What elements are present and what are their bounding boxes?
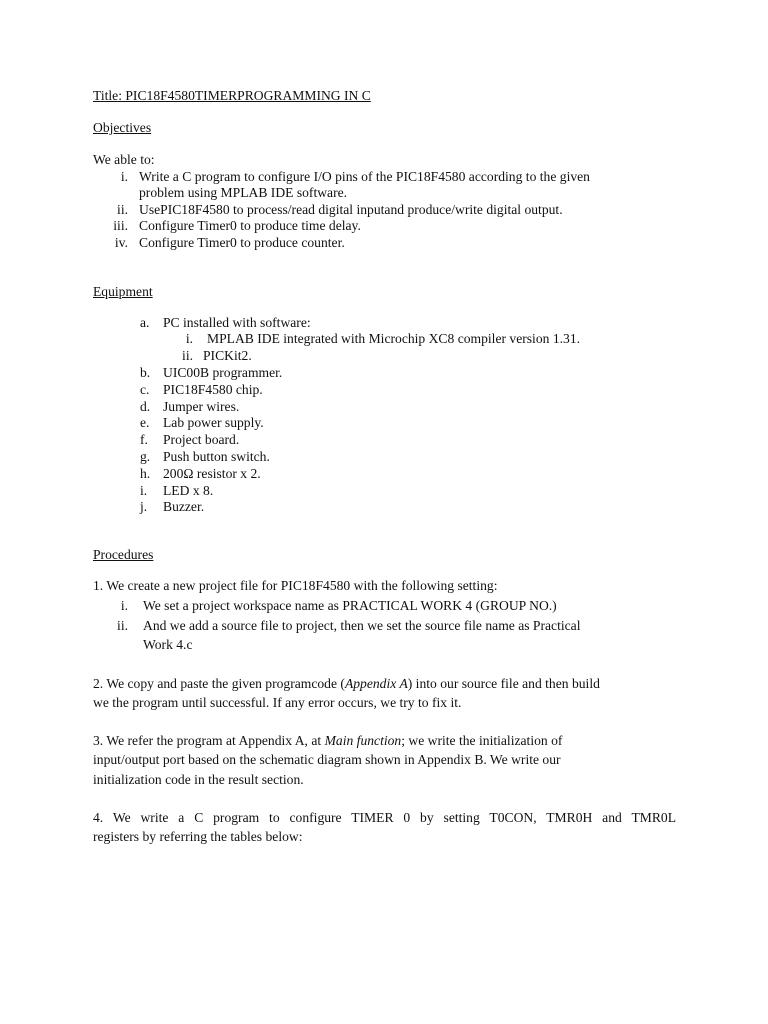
procedure-step-3	[93, 733, 562, 749]
equipment-item-text: Jumper wires.	[163, 399, 240, 414]
procedure-sub-number: i.	[120, 598, 128, 613]
objective-item-text: Configure Timer0 to produce counter.	[139, 235, 345, 250]
objective-item-text: problem using MPLAB IDE software.	[139, 185, 348, 200]
equipment-letter: d.	[140, 399, 151, 414]
equipment-item-text: LED x 8.	[163, 483, 214, 498]
procedure-step-2	[93, 676, 600, 692]
equipment-heading: Equipment	[93, 284, 153, 299]
equipment-item-text: Buzzer.	[163, 499, 205, 514]
objective-number: ii.	[117, 202, 128, 217]
equipment-item-text: PC installed with software:	[163, 315, 311, 330]
equipment-letter: g.	[140, 449, 151, 464]
equipment-letter: a.	[140, 315, 150, 330]
objective-number: iii.	[113, 218, 128, 233]
equipment-letter: c.	[140, 382, 150, 397]
step-2-text: 2. We copy and paste the given programcode (	[93, 676, 345, 691]
equipment-sub-number: i.	[185, 331, 193, 346]
equipment-item-text: Project board.	[163, 432, 240, 447]
equipment-sub-number: ii.	[182, 348, 193, 363]
document-title: Title: PIC18F4580TIMERPROGRAMMING IN C	[93, 88, 371, 103]
procedure-step-4-line-2: registers by referring the tables below:	[93, 829, 303, 844]
objective-item-text: Configure Timer0 to produce time delay.	[139, 218, 361, 233]
equipment-letter: j.	[140, 499, 148, 514]
procedure-step-2-line-2: we the program until successful. If any error occurs, we try to fix it.	[93, 695, 462, 710]
procedure-step-1: 1. We create a new project file for PIC18F4580 with the following setting:	[93, 578, 498, 593]
objectives-heading: Objectives	[93, 120, 152, 135]
objective-number: iv.	[114, 235, 128, 250]
procedures-heading: Procedures	[93, 547, 154, 562]
procedure-step-3-line-3: initialization code in the result section.	[93, 772, 304, 787]
equipment-item-text: 200Ω resistor x 2.	[163, 466, 261, 481]
procedure-step-3-line-2: input/output port based on the schematic diagram shown in Appendix B. We write our	[93, 752, 561, 767]
step-2-text-cont: ) into our source file and then build	[407, 676, 600, 691]
appendix-a-ref: Appendix A	[344, 676, 408, 691]
procedure-sub-text: Work 4.c	[143, 637, 193, 652]
equipment-letter: e.	[140, 415, 150, 430]
objectives-intro: We able to:	[93, 152, 155, 167]
equipment-item-text: Push button switch.	[163, 449, 270, 464]
equipment-letter: i.	[140, 483, 148, 498]
equipment-item-text: Lab power supply.	[163, 415, 264, 430]
step-3-text-cont: ; we write the initialization of	[401, 733, 563, 748]
equipment-sub-text: MPLAB IDE integrated with Microchip XC8 compiler version 1.31.	[207, 331, 581, 346]
procedure-step-4: 4. We write a C program to configure TIMER 0 by setting T0CON, TMR0H and TMR0L	[93, 810, 676, 825]
equipment-item-text: PIC18F4580 chip.	[163, 382, 263, 397]
procedure-sub-text: We set a project workspace name as PRACTICAL WORK 4 (GROUP NO.)	[143, 598, 557, 613]
equipment-item-text: UIC00B programmer.	[163, 365, 283, 380]
procedure-sub-number: ii.	[117, 618, 128, 633]
procedure-sub-text: And we add a source file to project, then we set the source file name as Practical	[143, 618, 581, 633]
main-function-ref: Main function	[324, 733, 402, 748]
equipment-letter: b.	[140, 365, 151, 380]
step-3-text: 3. We refer the program at Appendix A, at	[93, 733, 325, 748]
objective-item-text: Write a C program to configure I/O pins of the PIC18F4580 according to the given	[139, 169, 590, 184]
objective-item-text: UsePIC18F4580 to process/read digital inputand produce/write digital output.	[139, 202, 563, 217]
equipment-letter: f.	[140, 432, 148, 447]
equipment-letter: h.	[140, 466, 151, 481]
objective-number: i.	[120, 169, 128, 184]
equipment-sub-text: PICKit2.	[203, 348, 252, 363]
